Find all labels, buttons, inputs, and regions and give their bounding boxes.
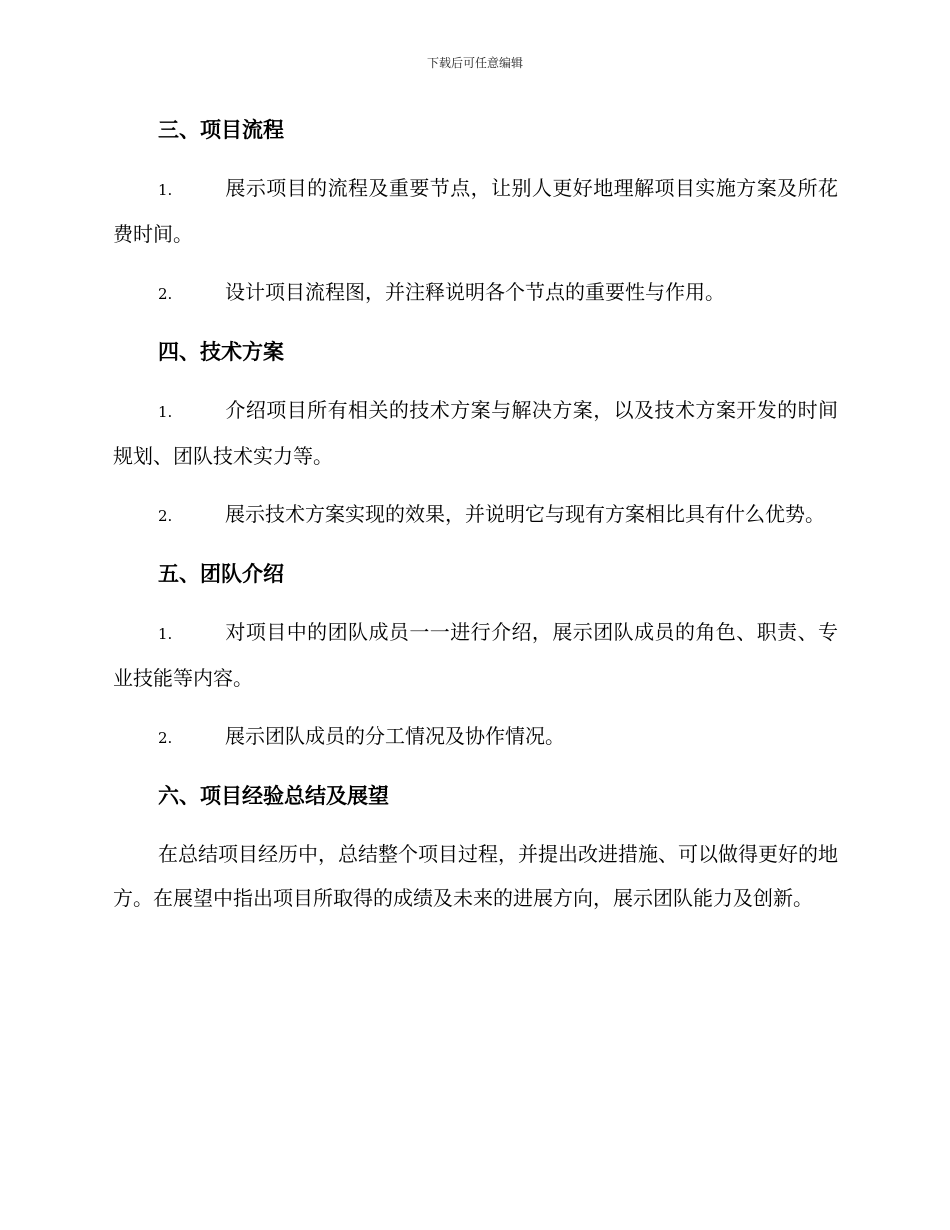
list-item: [113, 714, 838, 760]
list-item-text: 展示技术方案实现的效果，并说明它与现有方案相比具有什么优势。: [225, 502, 825, 526]
document-body: [113, 108, 838, 920]
list-item-text: 展示项目的流程及重要节点，让别人更好地理解项目实施方案及所花费时间。: [113, 176, 838, 246]
list-item: [113, 610, 838, 700]
list-item: [113, 492, 838, 538]
header-note: 下载后可任意编辑: [426, 56, 523, 70]
list-number: 1.: [158, 403, 173, 421]
list-item-text: 对项目中的团队成员一一进行介绍，展示团队成员的角色、职责、专业技能等内容。: [113, 620, 838, 690]
section-heading-process: 三、项目流程: [158, 118, 284, 142]
list-item-text: 介绍项目所有相关的技术方案与解决方案，以及技术方案开发的时间规划、团队技术实力等。: [113, 398, 838, 468]
list-number: 2.: [158, 507, 173, 525]
summary-paragraph: 在总结项目经历中，总结整个项目过程，并提出改进措施、可以做得更好的地方。在展望中指出项目所取得的成绩及未来的进展方向，展示团队能力及创新。: [113, 842, 838, 910]
list-item: [113, 388, 838, 478]
list-number: 1.: [158, 181, 173, 199]
list-number: 1.: [158, 625, 173, 643]
list-number: 2.: [158, 285, 173, 303]
list-item-text: 设计项目流程图，并注释说明各个节点的重要性与作用。: [225, 280, 725, 304]
section-heading-technical: 四、技术方案: [158, 340, 284, 364]
list-number: 2.: [158, 729, 173, 747]
section-heading-summary: 六、项目经验总结及展望: [158, 784, 389, 808]
list-item-text: 展示团队成员的分工情况及协作情况。: [225, 724, 565, 748]
list-item: [113, 166, 838, 256]
section-heading-team: 五、团队介绍: [158, 562, 284, 586]
list-item: [113, 270, 838, 316]
